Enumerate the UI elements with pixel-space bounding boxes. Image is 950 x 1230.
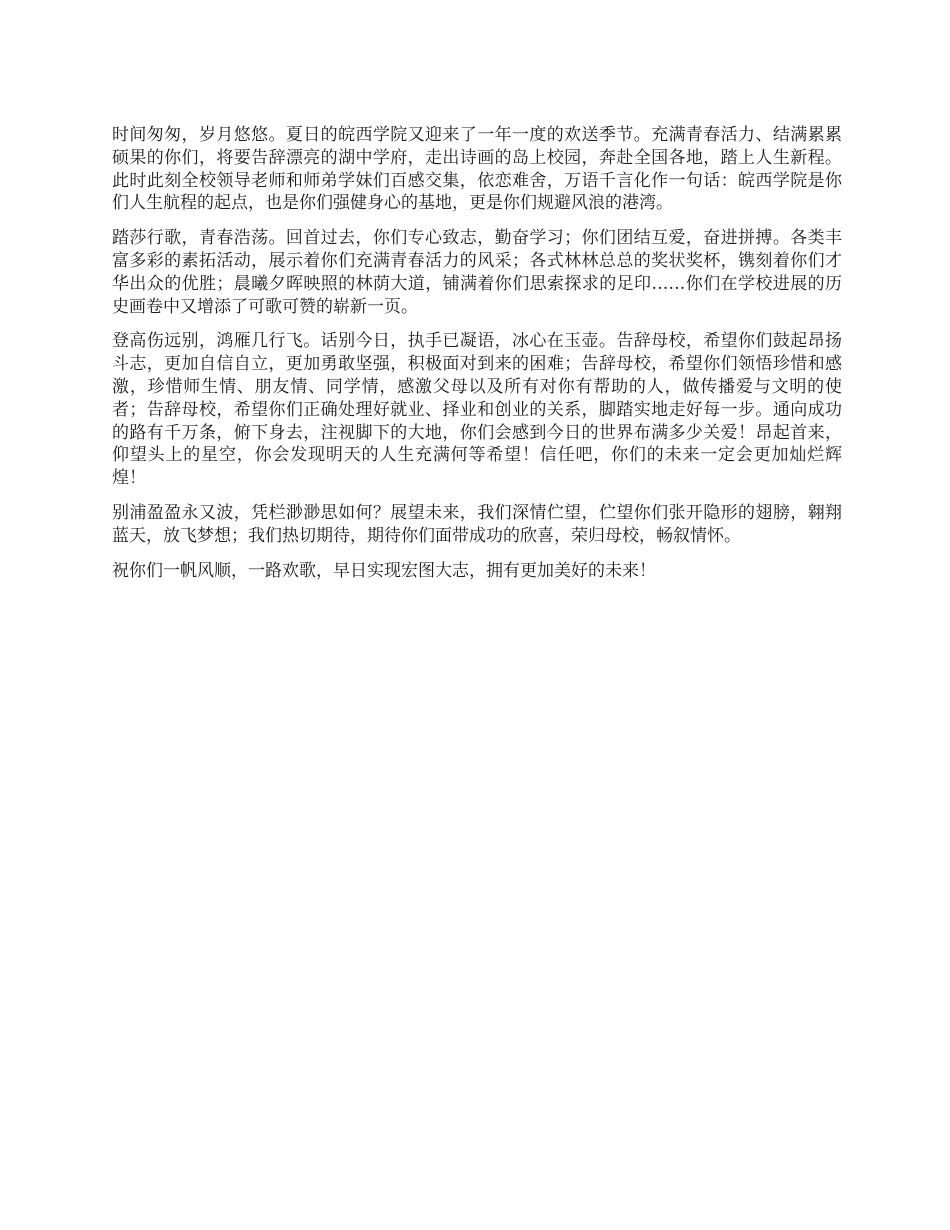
paragraph-3: 登高伤远别，鸿雁几行飞。话别今日，执手已凝语，冰心在玉壶。告辞母校，希望你们鼓起昂扬斗志，更加自信自立，更加勇敢坚强，积极面对到来的困难；告辞母校，希望你们领悟珍惜和感激，珍惜师生情、朋友情、同学情，感激父母以及所有对你有帮助的人，做传播爱与文明的使者；告辞母校，希望你们正确处理好就业、择业和创业的关系，脚踏实地走好每一步。通向成功的路有千万条，俯下身去，注视脚下的大地，你们会感到今日的世界布满多少关爱！昂起首来，仰望头上的星空，你会发现明天的人生充满何等希望！信任吧，你们的未来一定会更加灿烂辉煌！ bbox=[112, 331, 842, 489]
paragraph-1: 时间匆匆，岁月悠悠。夏日的皖西学院又迎来了一年一度的欢送季节。充满青春活力、结满累累硕果的你们，将要告辞漂亮的湖中学府，走出诗画的岛上校园，奔赴全国各地，踏上人生新程。此时此刻全校领导老师和师弟学妹们百感交集，依恋难舍，万语千言化作一句话：皖西学院是你们人生航程的起点，也是你们强健身心的基地，更是你们规避风浪的港湾。 bbox=[112, 125, 842, 214]
paragraph-5: 祝你们一帆风顺，一路欢歌，早日实现宏图大志，拥有更加美好的未来！ bbox=[112, 560, 656, 581]
paragraph-4: 别浦盈盈永又波，凭栏渺渺思如何？展望未来，我们深情伫望，伫望你们张开隐形的翅膀，翱翔蓝天，放飞梦想；我们热切期待，期待你们面带成功的欣喜，荣归母校，畅叙情怀。 bbox=[112, 502, 842, 546]
paragraph-2: 踏莎行歌，青春浩荡。回首过去，你们专心致志，勤奋学习；你们团结互爱，奋进拼搏。各类丰富多彩的素拓活动，展示着你们充满青春活力的风采；各式林林总总的奖状奖杯，镌刻着你们才华出众的优胜；晨曦夕晖映照的林荫大道，铺满着你们思索探求的足印……你们在学校进展的历史画卷中又增添了可歌可赞的崭新一页。 bbox=[112, 228, 842, 317]
document-body bbox=[112, 124, 842, 594]
